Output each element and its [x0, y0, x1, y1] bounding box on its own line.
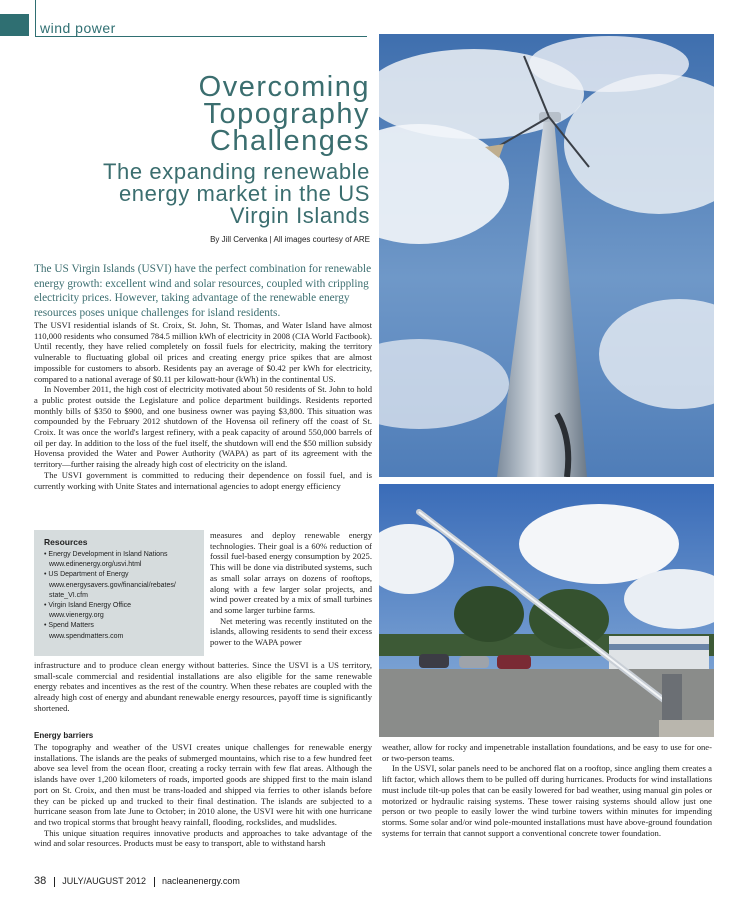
side-body: [210, 530, 372, 648]
intro-body: [34, 320, 372, 491]
body-paragraph: The USVI government is committed to reducing their dependence on fossil fuel, and is currently working with Unite States and international agencies to adopt energy efficiency: [34, 469, 372, 491]
issue-date: JULY/AUGUST 2012: [62, 876, 146, 886]
resource-item: • Virgin Island Energy Office: [44, 602, 132, 610]
title-line: Topography: [203, 98, 370, 130]
header-rule-vertical: [35, 0, 36, 37]
article-title: [40, 71, 370, 157]
title-line: Challenges: [209, 125, 370, 157]
continued-body: [34, 660, 372, 714]
section-tab: [0, 14, 29, 36]
byline: By Jill Cervenka | All images courtesy of ARE: [210, 235, 370, 244]
right-column-body: [382, 742, 712, 838]
subtitle-line: Virgin Islands: [229, 203, 370, 228]
resource-item: • Spend Matters: [44, 622, 94, 630]
body-paragraph: weather, allow for rocky and impenetrable installation foundations, and be easy to use for one- or two-person teams.: [382, 742, 712, 763]
resources-title: Resources: [44, 537, 88, 547]
section-label: wind power: [40, 20, 116, 36]
body-paragraph: measures and deploy renewable energy technologies. Their goal is a 60% reduction of fossil fuel-based energy consumption by 2025. This will be done via distributed systems, such as small solar arrays on dozens of rooftops, along with a few larger solar projects, and wind power created by a mix of small turbines and some larger turbine farms.: [210, 530, 372, 615]
resource-item: • US Department of Energy: [44, 571, 129, 579]
page-footer: [34, 875, 240, 887]
body-paragraph: The topography and weather of the USVI creates unique challenges for renewable energy installations. The islands are the peaks of submerged mountains, which rise to a few hundred feet above sea level from the ocean floor, creating a rocky terrain with few flat areas. Although the islands have over 1,200 kilometers of roads, imported goods are shipped first to the main island port on St. Croix, and then must be trans-loaded and shipped via ferries to other islands before they can be picked up and trucked to their final destination. The islands are subjected to a hurricane season from late June to October; in 2010 alone, the USVI were hit with one hurricane and two tropical storms that brought heavy rainfall, flooding, rockslides, and mudslides.: [34, 742, 372, 827]
subtitle-line: energy market in the US: [118, 181, 370, 206]
resource-link[interactable]: www.energysavers.gov/financial/rebates/ state_VI.cfm: [49, 581, 176, 599]
tilt-up-pole-photo: [379, 484, 714, 737]
resource-name: Virgin Island Energy Office: [48, 602, 132, 610]
page-number: 38: [34, 875, 47, 887]
body-paragraph: This unique situation requires innovative products and approaches to take advantage of the wind and solar resources. Products must be easy to transport, able to withstand harsh: [34, 827, 372, 849]
body-paragraph: In November 2011, the high cost of electricity motivated about 50 residents of St. John to hold a public protest outside the Legislature and police department buildings. Residents reported monthly bills of $350 to $900, and one business owner was paying $3,800. This situation was compounded by the February 2012 shutdown of the Hovensa oil refinery off the coast of St. Croix. It was once the world's largest refinery, with a peak capacity of around 550,000 barrels of oil per day. In addition to the loss of the fuel itself, the shutdown will end the $50 million subsidy Hovensa provided the Water and Power Authority (WAPA) as part of its agreement with the territory—further raising the already high cost of electricity on the island.: [34, 384, 372, 470]
resource-item: • Energy Development in Island Nations: [44, 551, 168, 558]
article-subtitle: [30, 161, 370, 227]
resource-name: US Department of Energy: [48, 571, 129, 579]
header-rule: [36, 36, 367, 37]
body-paragraph: infrastructure and to produce clean energy without batteries. Since the USVI is a US territory, small-scale commercial and residential installations are also eligible for the same renewable energy rebates and incentives as the rest of the country. When these rebates are coupled with the already high cost of energy and abundant renewable energy resources, payoff time is significantly shortened.: [34, 660, 372, 713]
section-heading: Energy barriers: [34, 731, 94, 740]
resources-list: [44, 550, 204, 642]
body-paragraph: The USVI residential islands of St. Croix, St. John, St. Thomas, and Water Island have almost 110,000 residents who consumed 784.5 million kWh of electricity in 2008 (CIA World Factbook). Until recently, they have relied completely on fossil fuels for electricity, making the territory vulnerable to fluctuating global oil prices and creating energy price spikes that are almost impossible for customers to absorb. Residents pay an average of $0.42 per kWh for electricity, compared to a national average of $0.11 per kilowatt-hour (kWh) in the continental US.: [34, 320, 372, 384]
subtitle-line: The expanding renewable: [103, 159, 370, 184]
resource-link[interactable]: www.spendmatters.com: [49, 632, 124, 640]
title-line: Overcoming: [198, 71, 370, 103]
body-paragraph: Net metering was recently instituted on the islands, allowing residents to send their excess power to the WAPA power: [210, 615, 372, 648]
site-name: nacleanenergy.com: [162, 876, 240, 886]
resource-link[interactable]: www.edinenergy.org/usvi.html: [49, 561, 142, 569]
resource-name: Energy Development in Island Nations: [48, 551, 168, 558]
barrier-body: [34, 742, 372, 849]
resource-name: Spend Matters: [48, 622, 94, 630]
body-paragraph: In the USVI, solar panels need to be anchored flat on a rooftop, since angling them creates a lift factor, which allows them to be pulled off during hurricanes. Products for wind installations must include tilt-up poles that can be easily lowered for bad weather, using manual gin poles or motorized or hydraulic raising systems. These tower raising systems should allow just one person or two people to easily lower the wind turbine towers within minutes for impending storms. Some solar and/or wind pole-mounted installations must have above-ground foundation systems for terrain that cannot support a conventional concrete tower foundation.: [382, 763, 712, 838]
lede-paragraph: The US Virgin Islands (USVI) have the perfect combination for renewable energy growth: excellent wind and solar resources, coupled with crippling electricity prices. However, taking advantage of the renewable energy resources poses unique challenges for island residents.: [34, 263, 372, 319]
resource-link[interactable]: www.vienergy.org: [49, 612, 104, 620]
wind-turbine-photo: [379, 34, 714, 477]
